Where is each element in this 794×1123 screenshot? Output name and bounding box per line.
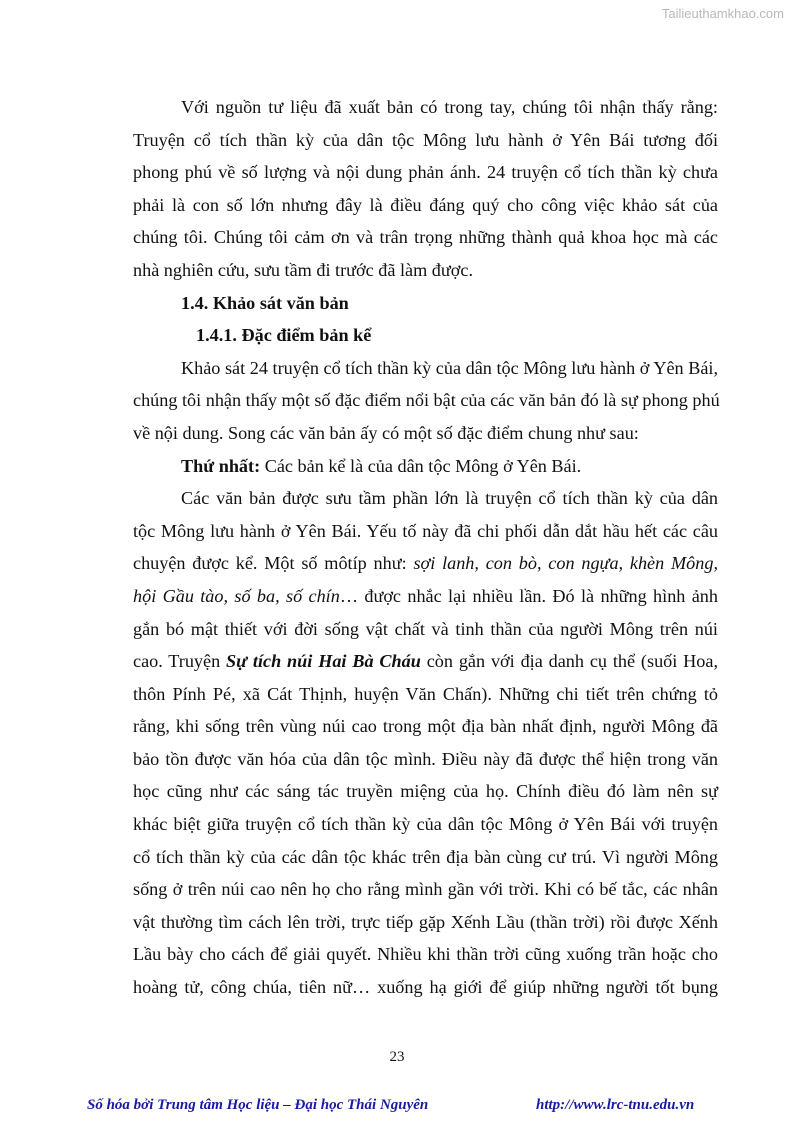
text-line: học cũng như các sáng tác truyền miệng của họ. Chính điều đó làm nên sự — [133, 781, 718, 802]
text-line: Lầu bày cho cách để giải quyết. Nhiều khi thần trời cũng xuống trần hoặc cho — [133, 944, 718, 965]
text-line — [133, 450, 718, 483]
text-span: còn gắn với địa danh cụ thể (suối Hoa, — [420, 651, 719, 672]
text-line — [133, 580, 718, 613]
text-line: rằng, khi sống trên vùng núi cao trong một địa bàn nhất định, người Mông đã — [133, 716, 718, 737]
text-span: … được nhắc lại nhiều lần. Đó là những hình ảnh — [339, 585, 718, 606]
text-line: tộc Mông lưu hành ở Yên Bái. Yếu tố này đã chi phối dẫn dắt hầu hết các câu — [133, 520, 718, 541]
text-line: thôn Pính Pé, xã Cát Thịnh, huyện Văn Chấn). Những chi tiết trên chứng tỏ — [133, 683, 718, 704]
footer-credit: Số hóa bởi Trung tâm Học liệu – Đại học Thái Nguyên — [87, 1097, 429, 1113]
text-line: cổ tích thần kỳ của các dân tộc khác trên địa bàn cùng cư trú. Vì người Mông — [133, 846, 718, 867]
text-line: hoàng tử, công chúa, tiên nữ… xuống hạ giới để giúp những người tốt bụng — [133, 977, 718, 998]
text-line — [133, 645, 718, 678]
text-line: vật thường tìm cách lên trời, trực tiếp gặp Xếnh Lầu (thần trời) rồi được Xếnh — [133, 911, 718, 932]
italic-span: hội Gầu tào, số ba, số chín — [133, 585, 340, 606]
subsection-heading: 1.4.1. Đặc điểm bản kể — [196, 325, 372, 346]
text-span: Các bản kể là của dân tộc Mông ở Yên Bái. — [260, 455, 582, 476]
text-line: Với nguồn tư liệu đã xuất bản có trong tay, chúng tôi nhận thấy rằng: — [181, 97, 718, 117]
text-line — [133, 547, 718, 580]
text-line: phải là con số lớn nhưng đây là điều đáng quý cho công việc khảo sát của — [133, 194, 718, 215]
footer-url[interactable]: http://www.lrc-tnu.edu.vn — [536, 1097, 695, 1113]
text-line: nhà nghiên cứu, sưu tầm đi trước đã làm được. — [133, 259, 473, 280]
italic-span: sợi lanh, con bò, con ngựa, khèn Mông, — [413, 553, 718, 574]
text-line: phong phú về số lượng và nội dung phản ánh. 24 truyện cổ tích thần kỳ chưa — [133, 162, 718, 183]
text-line: Truyện cổ tích thần kỳ của dân tộc Mông lưu hành ở Yên Bái tương đối — [133, 129, 718, 150]
text-line: Khảo sát 24 truyện cổ tích thần kỳ của dân tộc Mông lưu hành ở Yên Bái, — [181, 357, 718, 378]
text-line: Các văn bản được sưu tầm phần lớn là truyện cổ tích thần kỳ của dân — [181, 488, 718, 509]
section-heading: 1.4. Khảo sát văn bản — [181, 292, 349, 313]
text-line: sống ở trên núi cao nên họ cho rằng mình gần với trời. Khi có bế tắc, các nhân — [133, 879, 718, 900]
text-line: chúng tôi. Chúng tôi cảm ơn và trân trọng những thành quả khoa học mà các — [133, 227, 718, 248]
text-span: chuyện được kể. Một số môtíp như: — [133, 553, 414, 574]
text-span: cao. Truyện — [133, 651, 227, 672]
text-line: chúng tôi nhận thấy một số đặc điểm nổi bật của các văn bản đó là sự phong phú — [133, 390, 720, 411]
text-line: gắn bó mật thiết với đời sống vật chất và tinh thần của người Mông trên núi — [133, 618, 718, 639]
text-line: bảo tồn được văn hóa của dân tộc mình. Điều này đã được thể hiện trong văn — [133, 748, 718, 769]
emphasis-label: Thứ nhất: — [181, 455, 261, 476]
text-line: khác biệt giữa truyện cổ tích thần kỳ của dân tộc Mông ở Yên Bái với truyện — [133, 814, 718, 835]
document-body — [133, 91, 718, 1004]
watermark: Tailieuthamkhao.com — [661, 6, 784, 21]
page-number: 23 — [389, 1049, 405, 1065]
text-line: về nội dung. Song các văn bản ấy có một số đặc điểm chung như sau: — [133, 422, 639, 443]
story-title: Sự tích núi Hai Bà Cháu — [226, 651, 421, 672]
